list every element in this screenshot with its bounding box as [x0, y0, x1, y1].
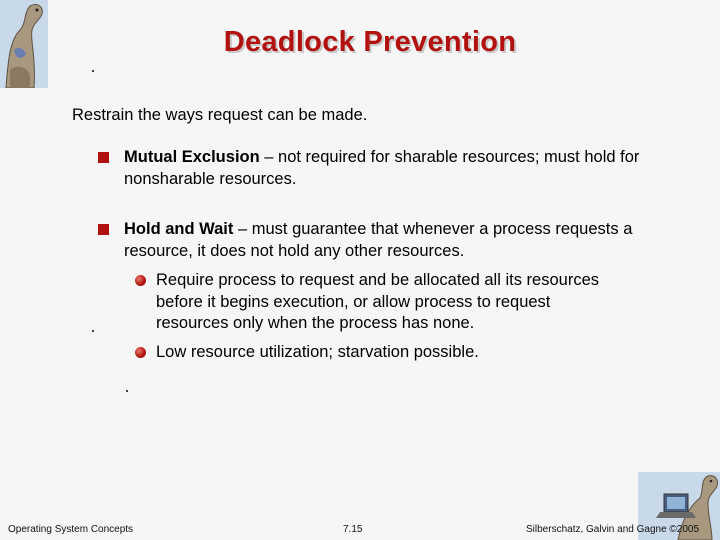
bullet-mutual-exclusion — [98, 147, 658, 190]
square-bullet-icon — [98, 224, 109, 235]
round-bullet-icon — [135, 275, 146, 286]
speck — [92, 330, 94, 332]
bullet-body: – not required for sharable resources; must hold for nonsharable resources. — [124, 148, 640, 188]
footer-book-title: Operating System Concepts — [8, 524, 134, 535]
bullet-body: – must guarantee that whenever a process requests a resource, it does not hold any other resources. — [124, 220, 633, 260]
bullet-term: Mutual Exclusion — [124, 148, 260, 166]
sub-bullet-low-utilization — [135, 342, 605, 364]
bullet-text — [124, 219, 658, 262]
sub-bullet-text: Low resource utilization; starvation possible. — [156, 343, 479, 361]
intro-text: Restrain the ways request can be made. — [72, 106, 368, 124]
sub-bullet-request-all — [135, 270, 605, 335]
bullet-term: Hold and Wait — [124, 220, 234, 238]
dinosaur-icon — [0, 0, 48, 88]
sub-bullet-text: Require process to request and be allocated all its resources before it begins execution, or allow process to request resources only when the process has none. — [156, 271, 599, 332]
slide-title: Deadlock Prevention — [223, 26, 517, 58]
square-bullet-icon — [98, 152, 109, 163]
speck — [92, 70, 94, 72]
footer-copyright: Silberschatz, Galvin and Gagne ©2005 — [526, 524, 700, 535]
speck — [126, 390, 128, 392]
bullet-hold-and-wait — [98, 219, 658, 262]
bullet-text — [124, 147, 658, 190]
footer-page-number: 7.15 — [343, 524, 363, 535]
round-bullet-icon — [135, 347, 146, 358]
